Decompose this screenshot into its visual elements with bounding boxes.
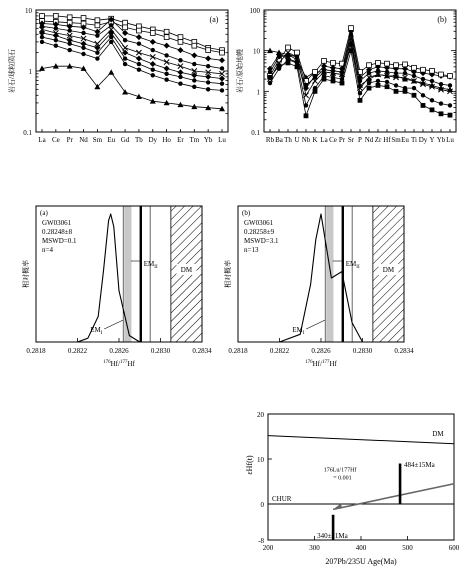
panel-label: (a) <box>209 15 219 24</box>
x-tick-label-Er: Er <box>177 136 184 144</box>
data-point <box>150 39 156 45</box>
data-point <box>421 77 425 81</box>
x-tick-label: 0.2818 <box>228 347 248 355</box>
data-point <box>367 63 372 68</box>
x-tick-label: 300 <box>309 544 320 552</box>
x-tick-label-Sr: Sr <box>347 136 355 144</box>
x-tick-label-Dy: Dy <box>148 136 158 144</box>
x-tick-label-Ce: Ce <box>51 136 60 144</box>
y-tick-label: -8 <box>258 537 264 545</box>
panel-label: (b) <box>437 15 447 24</box>
x-tick-label: 0.2822 <box>269 347 290 355</box>
x-tick-label-Ti: Ti <box>411 136 417 144</box>
data-point <box>421 67 426 72</box>
y-axis-label: 相对概率 <box>22 260 30 288</box>
em2-label: $EM_{II}$ <box>143 260 158 270</box>
data-point <box>81 46 85 50</box>
em1-field <box>326 206 333 342</box>
x-tick-label-Gd: Gd <box>120 136 130 144</box>
data-point <box>67 42 71 46</box>
data-point <box>137 62 141 66</box>
x-tick-label: 0.2830 <box>352 347 373 355</box>
panel-label: (b) <box>242 209 251 217</box>
data-point <box>136 56 142 62</box>
data-point <box>205 56 211 62</box>
panel-label: (a) <box>40 209 48 217</box>
x-axis-label: 207Pb/235U Age(Ma) <box>325 557 397 566</box>
data-point <box>206 64 210 68</box>
data-point <box>95 23 100 28</box>
spider-panel-0 <box>7 7 228 144</box>
data-point <box>40 14 45 19</box>
data-point <box>178 81 182 85</box>
data-point <box>268 75 273 80</box>
data-point <box>137 28 142 33</box>
y-tick-label: 100 <box>249 7 260 15</box>
data-point <box>349 32 353 36</box>
data-point <box>151 68 155 72</box>
em1-arrow <box>104 320 123 329</box>
x-tick-label: 0.2834 <box>192 347 212 355</box>
data-point <box>54 26 58 30</box>
lu-hf-annotation: 176Lu/177Hf = 0.001 <box>323 467 357 482</box>
y-tick-label: 1 <box>28 68 32 76</box>
data-point <box>439 111 444 116</box>
hf-value: 0.28258±9 <box>244 228 275 236</box>
data-point <box>304 83 308 87</box>
data-point <box>385 84 390 89</box>
data-point <box>191 52 197 58</box>
data-point <box>439 82 443 86</box>
data-point <box>403 89 408 94</box>
data-point <box>123 20 128 25</box>
data-point <box>349 48 354 53</box>
data-point <box>164 78 168 82</box>
y-axis-label: 岩石/球粒陨石 <box>8 49 16 93</box>
data-point <box>376 79 380 83</box>
x-tick-label-Lu: Lu <box>218 136 226 144</box>
data-point <box>448 113 453 118</box>
data-point <box>220 88 224 92</box>
x-tick-label-Zr: Zr <box>374 136 382 144</box>
x-tick-label: 200 <box>262 544 274 552</box>
probability-curve <box>280 214 363 342</box>
x-tick-label-Tm: Tm <box>189 136 200 144</box>
data-point <box>151 48 155 52</box>
data-point <box>67 28 71 32</box>
data-point <box>295 64 300 69</box>
x-tick-label-Th: Th <box>284 136 292 144</box>
data-point <box>385 70 389 74</box>
data-point <box>277 55 281 59</box>
data-point <box>430 79 434 83</box>
data-point <box>394 63 399 68</box>
data-point <box>123 62 127 66</box>
x-tick-label: 400 <box>355 544 367 552</box>
data-point <box>164 65 170 71</box>
series-4 <box>39 27 224 77</box>
x-tick-label: 0.2830 <box>150 347 171 355</box>
hf-panel-0 <box>21 206 212 368</box>
data-point <box>40 35 44 39</box>
n-count: n=4 <box>42 246 53 254</box>
x-tick-label: 0.2818 <box>26 347 46 355</box>
data-point <box>109 35 113 39</box>
x-tick-label-Yb: Yb <box>436 136 446 144</box>
data-point <box>439 72 444 77</box>
x-tick-label-Ce: Ce <box>329 136 337 144</box>
y-tick-label: 0 <box>260 501 264 509</box>
data-point <box>376 83 381 88</box>
data-point <box>54 38 58 42</box>
data-point <box>403 71 407 75</box>
data-point <box>177 47 183 53</box>
data-point <box>385 80 389 84</box>
y-tick-label: 1 <box>256 88 260 97</box>
x-tick-label-U: U <box>294 136 300 144</box>
data-point <box>150 31 155 36</box>
data-point <box>376 61 381 66</box>
x-tick-label: 600 <box>448 544 460 552</box>
data-point <box>220 66 224 70</box>
x-tick-label-K: K <box>312 136 318 144</box>
data-point <box>286 61 291 66</box>
data-point <box>137 42 141 46</box>
plot-frame <box>268 414 454 540</box>
em2-label: $EM_{II}$ <box>345 260 360 270</box>
x-tick-label-Y: Y <box>429 136 435 144</box>
data-point <box>95 50 99 54</box>
data-point <box>123 38 127 42</box>
data-point <box>123 56 127 60</box>
dm-label: DM <box>382 266 395 274</box>
y-tick-label: 10 <box>25 7 32 15</box>
x-tick-label-Nd: Nd <box>79 136 88 144</box>
data-point <box>322 59 327 64</box>
y-axis-label: 相对概率 <box>224 260 232 288</box>
sample-name: GW03061 <box>244 219 274 227</box>
data-point <box>430 68 435 73</box>
data-point <box>304 113 309 118</box>
label-340: 340±21Ma <box>317 532 348 540</box>
data-point <box>53 14 58 19</box>
data-point <box>206 87 210 91</box>
data-point <box>136 34 142 40</box>
data-point <box>385 61 390 66</box>
data-point <box>322 77 327 82</box>
data-point <box>403 62 408 67</box>
data-point <box>220 81 224 85</box>
data-point <box>67 15 72 20</box>
data-point <box>192 78 196 82</box>
mswd: MSWD=3.1 <box>244 237 279 245</box>
x-tick-label-Hf: Hf <box>383 136 391 144</box>
data-point <box>192 85 196 89</box>
sample-name: GW03061 <box>42 219 72 227</box>
label-484: 484±15Ma <box>404 461 435 470</box>
em1-arrow <box>306 320 325 329</box>
data-point <box>439 101 443 105</box>
data-point <box>164 35 169 40</box>
series-2 <box>268 26 453 84</box>
x-tick-label-Tb: Tb <box>135 136 143 144</box>
x-tick-label-Sm: Sm <box>391 136 401 144</box>
data-point <box>331 69 335 73</box>
x-tick-label-Sm: Sm <box>92 136 103 144</box>
y-axis-label: 岩石/原始地幔 <box>236 49 244 93</box>
dm-label: DM <box>180 266 193 274</box>
data-point <box>448 73 453 78</box>
x-tick-label-Lu: Lu <box>446 136 454 144</box>
data-point <box>412 86 416 90</box>
x-tick-label-Nd: Nd <box>364 136 374 144</box>
data-point <box>367 71 371 75</box>
data-point <box>286 45 291 50</box>
data-point <box>67 48 71 52</box>
data-point <box>412 74 416 78</box>
data-point <box>178 58 182 62</box>
data-point <box>206 80 210 84</box>
x-tick-label-Ba: Ba <box>275 136 283 144</box>
data-point <box>412 93 417 98</box>
data-point <box>164 43 170 49</box>
data-point <box>109 40 113 44</box>
x-tick-label: 0.2822 <box>67 347 88 355</box>
data-point <box>394 89 399 94</box>
data-point <box>430 107 435 112</box>
y-tick-label: 0.1 <box>23 129 32 137</box>
data-point <box>81 52 85 56</box>
ehf-age-panel <box>245 411 460 566</box>
data-point <box>192 62 196 66</box>
x-tick-label-Yb: Yb <box>203 136 213 144</box>
data-point <box>177 69 183 75</box>
x-tick-label-Rb: Rb <box>265 136 275 144</box>
data-point <box>164 29 169 34</box>
x-tick-label: 500 <box>402 544 413 552</box>
y-tick-label: 10 <box>257 456 264 464</box>
data-point <box>421 93 425 97</box>
data-point <box>81 31 85 35</box>
data-point <box>206 48 211 53</box>
data-point <box>109 23 113 27</box>
x-tick-label-Pr: Pr <box>66 136 73 144</box>
data-point <box>95 18 100 23</box>
data-point <box>150 61 156 67</box>
data-point <box>164 72 168 76</box>
data-point <box>108 69 114 74</box>
data-point <box>313 70 318 75</box>
n-count: n=13 <box>244 246 259 254</box>
em1-field <box>124 206 131 342</box>
data-point <box>151 73 155 77</box>
plot-frame <box>36 10 228 132</box>
data-point <box>40 40 44 44</box>
x-tick-label-Nb: Nb <box>301 136 311 144</box>
data-point <box>54 43 58 47</box>
x-tick-label-Pr: Pr <box>338 136 346 144</box>
data-point <box>412 65 417 70</box>
data-point <box>331 79 336 84</box>
x-tick-label-P: P <box>358 136 362 144</box>
data-point <box>220 50 225 55</box>
data-point <box>295 50 300 55</box>
em1-label: $EM_I$ <box>90 326 103 336</box>
data-point <box>394 83 398 87</box>
x-axis-label: $^{176}$Hf/$^{177}$Hf <box>305 360 337 368</box>
y-tick-label: 10 <box>253 47 260 56</box>
mswd: MSWD=0.1 <box>42 237 77 245</box>
data-point <box>150 54 155 59</box>
data-point <box>358 98 363 103</box>
data-point <box>268 81 272 85</box>
data-point <box>340 81 345 86</box>
data-point <box>448 103 452 107</box>
data-point <box>421 103 426 108</box>
data-point <box>367 81 371 85</box>
data-point <box>349 43 353 47</box>
chur-line-label: CHUR <box>272 495 292 503</box>
data-point <box>81 16 86 21</box>
data-point <box>137 68 141 72</box>
x-tick-label-Eu: Eu <box>107 136 116 144</box>
line-2 <box>333 484 454 510</box>
data-point <box>277 64 282 69</box>
x-tick-label-Dy: Dy <box>418 136 428 144</box>
data-point <box>95 33 99 37</box>
data-point <box>164 59 169 64</box>
x-axis-label: $^{176}$Hf/$^{177}$Hf <box>103 360 135 368</box>
data-point <box>430 98 434 102</box>
data-point <box>313 89 318 94</box>
data-point <box>448 83 452 87</box>
y-tick-label: 20 <box>257 411 264 419</box>
data-point <box>136 50 141 55</box>
data-point <box>178 64 183 69</box>
em1-label: $EM_I$ <box>292 326 305 336</box>
x-tick-label: 0.2826 <box>109 347 129 355</box>
data-point <box>192 43 197 48</box>
data-point <box>164 53 168 57</box>
data-point <box>178 39 183 44</box>
y-tick-label: 0.1 <box>251 129 260 137</box>
x-tick-label: 0.2826 <box>311 347 331 355</box>
data-point <box>367 86 372 91</box>
line-0 <box>268 436 454 444</box>
data-point <box>178 35 183 40</box>
dm-line-label: DM <box>432 430 444 439</box>
data-point <box>123 25 128 30</box>
x-tick-label-La: La <box>320 136 328 144</box>
data-point <box>295 61 299 65</box>
data-point <box>349 26 354 31</box>
x-tick-label: 0.2834 <box>394 347 414 355</box>
y-axis-label: εHf(t) <box>245 455 254 475</box>
data-point <box>95 56 99 60</box>
data-point <box>394 71 398 75</box>
x-tick-label-La: La <box>38 136 46 144</box>
data-point <box>219 57 225 63</box>
data-point <box>331 61 336 66</box>
x-tick-label-Ho: Ho <box>162 136 171 144</box>
data-point <box>178 75 182 79</box>
x-tick-label-Eu: Eu <box>401 136 409 144</box>
data-point <box>268 70 272 74</box>
hf-value: 0.28248±8 <box>42 228 73 236</box>
hf-panel-1 <box>223 206 414 368</box>
spider-panel-1 <box>235 7 456 144</box>
data-point <box>122 89 128 94</box>
